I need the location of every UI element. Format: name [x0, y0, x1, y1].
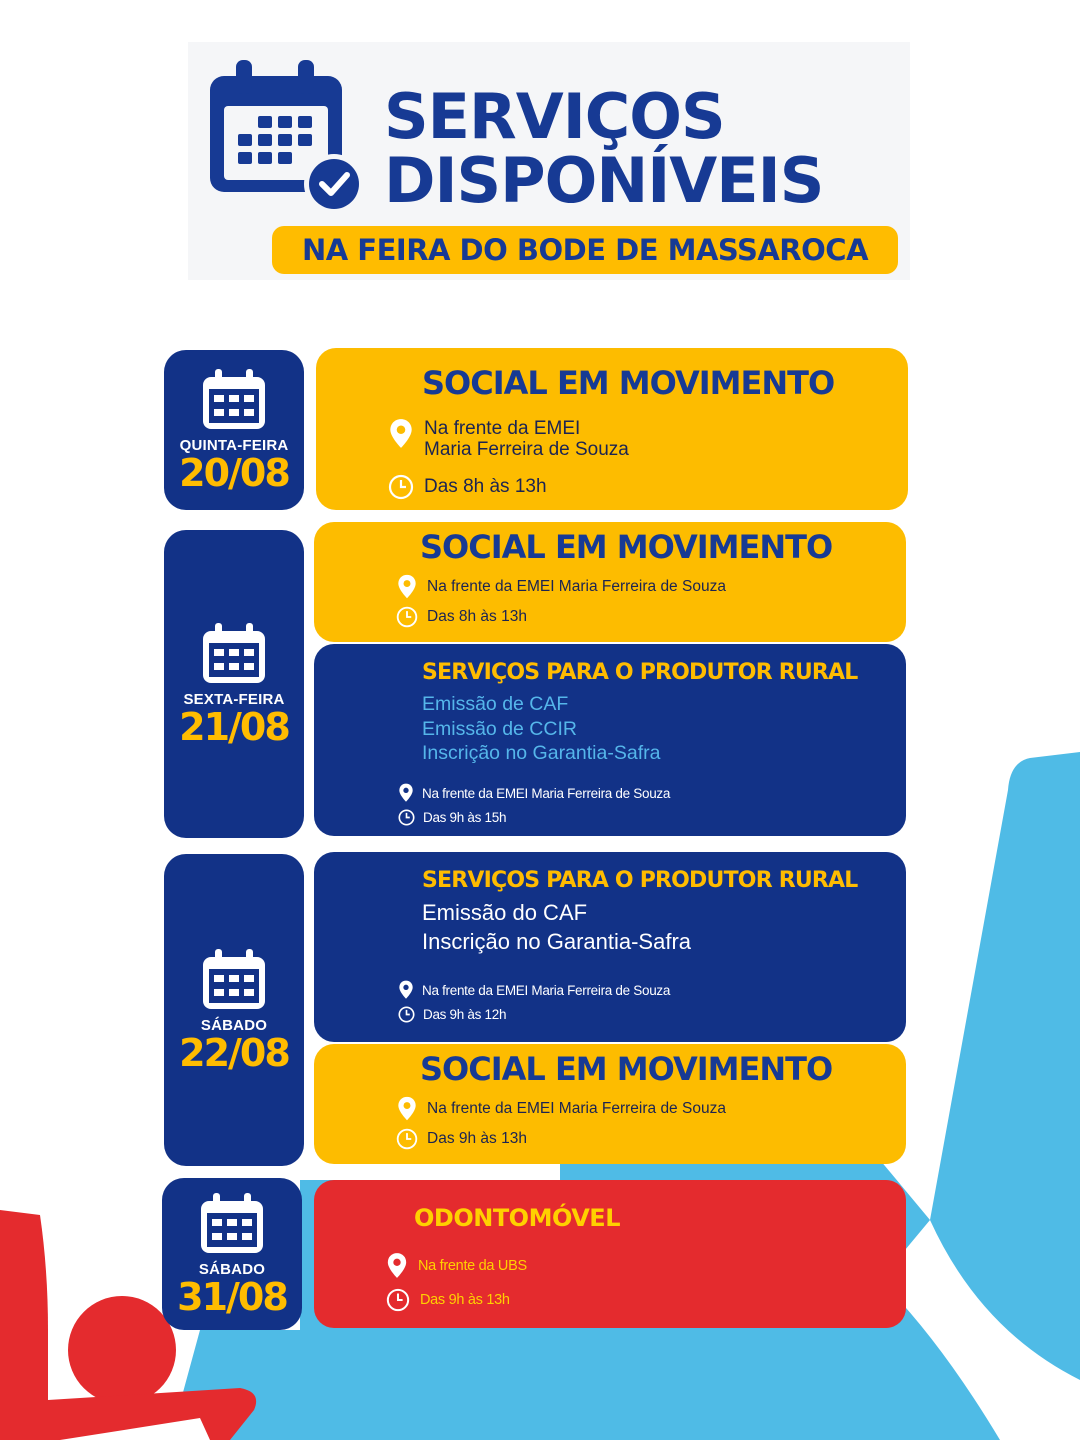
subtitle-text: NA FEIRA DO BODE DE MASSAROCA: [301, 233, 869, 267]
date-card-22-08: [164, 854, 304, 1166]
service-card-social-em-movimento: [316, 348, 908, 510]
red-circle: [68, 1296, 176, 1404]
map-pin-icon: [396, 574, 418, 600]
location-text: Na frente da EMEI Maria Ferreira de Souza: [427, 1100, 726, 1117]
clock-icon: [396, 1128, 418, 1150]
location-row: [396, 1096, 726, 1122]
time-row: [396, 1128, 527, 1150]
service-items-list: [422, 898, 691, 956]
date-label: 22/08: [179, 1030, 289, 1075]
time-text: Das 9h às 12h: [423, 1007, 507, 1022]
location-row: [398, 783, 670, 803]
time-text: Das 9h às 13h: [420, 1292, 510, 1308]
time-row: [396, 606, 527, 628]
service-item: Inscrição no Garantia-Safra: [422, 742, 661, 764]
location-line2: Maria Ferreira de Souza: [424, 439, 629, 460]
clock-icon: [396, 606, 418, 628]
time-row: [386, 1288, 510, 1312]
service-title: SOCIAL EM MOVIMENTO: [420, 1050, 833, 1088]
clock-icon: [398, 1006, 415, 1023]
page-title-line2: DISPONÍVEIS: [384, 144, 824, 217]
location-text: Na frente da EMEI Maria Ferreira de Souza: [422, 982, 671, 998]
service-card-produtor-rural: [314, 644, 906, 836]
date-card-31-08: [162, 1178, 302, 1330]
service-card-social-em-movimento: [314, 522, 906, 642]
map-pin-icon: [388, 418, 414, 450]
red-shape: [0, 1210, 48, 1440]
weekday-label: SEXTA-FEIRA: [183, 690, 285, 708]
calendar-check-icon: [206, 60, 368, 218]
map-pin-icon: [386, 1252, 408, 1280]
service-title: SERVIÇOS PARA O PRODUTOR RURAL: [422, 868, 858, 893]
time-text: Das 9h às 13h: [427, 1130, 527, 1147]
time-row: [388, 474, 547, 500]
weekday-label: SÁBADO: [200, 1016, 268, 1034]
service-item: Emissão de CAF: [422, 693, 569, 715]
page-title-line1: SERVIÇOS: [384, 80, 725, 153]
location-row: [388, 418, 629, 460]
location-text: Na frente da EMEI Maria Ferreira de Souza: [422, 785, 671, 801]
time-row: [398, 809, 506, 826]
service-card-social-em-movimento: [314, 1044, 906, 1164]
service-items-list: [422, 692, 660, 766]
calendar-icon: [201, 623, 267, 685]
location-row: [396, 574, 726, 600]
map-pin-icon: [396, 1096, 418, 1122]
map-pin-icon: [398, 980, 414, 1000]
service-title: SOCIAL EM MOVIMENTO: [420, 528, 833, 566]
time-text: Das 8h às 13h: [424, 476, 547, 497]
service-title: ODONTOMÓVEL: [414, 1204, 620, 1232]
weekday-label: SÁBADO: [198, 1260, 266, 1278]
time-text: Das 8h às 13h: [427, 608, 527, 625]
service-item: Inscrição no Garantia-Safra: [422, 929, 692, 954]
clock-icon: [398, 809, 415, 826]
service-title: SOCIAL EM MOVIMENTO: [422, 364, 835, 402]
location-line1: Na frente da EMEI: [424, 418, 581, 439]
calendar-icon: [201, 949, 267, 1011]
subtitle-banner: [272, 226, 898, 274]
date-label: 31/08: [177, 1274, 287, 1319]
date-card-20-08: [164, 350, 304, 510]
location-text: Na frente da UBS: [418, 1258, 527, 1274]
clock-icon: [386, 1288, 410, 1312]
time-text: Das 9h às 15h: [423, 810, 507, 825]
clock-icon: [388, 474, 414, 500]
weekday-label: QUINTA-FEIRA: [179, 436, 289, 454]
map-pin-icon: [398, 783, 414, 803]
location-row: [398, 980, 670, 1000]
service-title: SERVIÇOS PARA O PRODUTOR RURAL: [422, 660, 858, 685]
time-row: [398, 1006, 506, 1023]
date-label: 21/08: [179, 704, 289, 749]
calendar-icon: [201, 369, 267, 431]
service-item: Emissão de CCIR: [422, 717, 577, 740]
service-item: Emissão do CAF: [422, 900, 588, 925]
service-card-produtor-rural: [314, 852, 906, 1042]
service-card-odontomovel: [314, 1180, 906, 1328]
calendar-icon: [199, 1193, 265, 1255]
date-label: 20/08: [179, 450, 289, 495]
date-card-21-08: [164, 530, 304, 838]
location-row: [386, 1252, 527, 1280]
location-text: Na frente da EMEI Maria Ferreira de Souza: [427, 578, 726, 595]
